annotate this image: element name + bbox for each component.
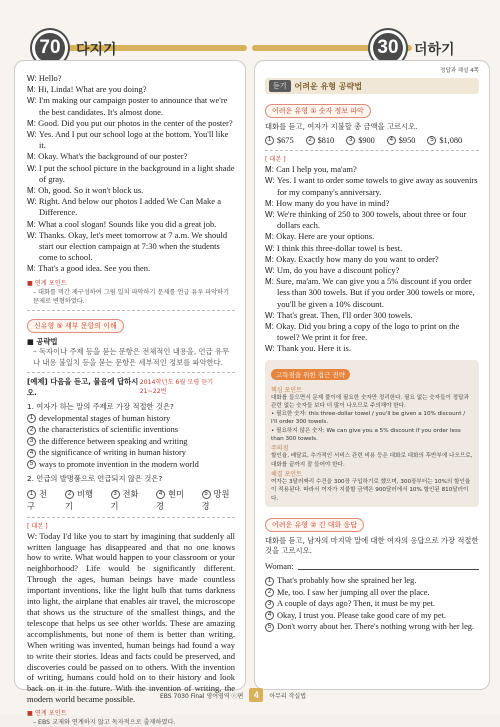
option-number: 2 [265, 588, 274, 597]
option[interactable] [27, 436, 235, 448]
dialog-line [27, 196, 235, 218]
option-number: 1 [27, 490, 36, 499]
left-number: 70 [39, 37, 61, 58]
right-number: 30 [377, 37, 399, 58]
option-number: 1 [27, 414, 36, 423]
option-number: 2 [65, 490, 74, 499]
option-number: 5 [202, 490, 211, 499]
utterance: Good. Did you put our photos in the center of the poster? [38, 117, 233, 128]
left-tip1 [27, 279, 235, 306]
option-text: 현미경 [156, 489, 185, 511]
dialog-line [265, 243, 479, 254]
q-intro: [예제] 다음을 듣고, 물음에 답하시오. [27, 377, 139, 397]
option-text: $900 [358, 135, 375, 145]
utterance: Hello? [38, 73, 62, 83]
left-dialog [27, 73, 235, 275]
divider [27, 372, 235, 373]
speaker: M: [27, 118, 39, 128]
dialog-line [265, 198, 479, 209]
option[interactable] [27, 459, 235, 471]
option-text: $950 [398, 135, 416, 145]
speaker: W: [265, 265, 277, 275]
utterance: Okay. Did you bring a copy of the logo to print on the towel? We print it for free. [276, 320, 460, 343]
option-number: 2 [306, 136, 315, 145]
option-text: the characteristics of scientific inventions [39, 425, 179, 435]
tip-head-1: 핵심 포인트 [271, 386, 302, 394]
key-body: – 독자이나 주제 등을 묻는 문항은 전체적인 내용을, 언급 유무나 내용 불일치 등을 묻는 문항은 세부적인 정보를 파악한다. [33, 347, 230, 367]
speaker: M: [265, 277, 277, 287]
tip1-body: – 대화를 먹간 제구성하여 그림 일치 파악하기 문제를 언급 유우 파악하기 문제로 변형하였다. [33, 288, 230, 305]
type-tag: 신유형 ⑤ 세부 문항의 이해 [27, 319, 124, 333]
speaker: W: [27, 74, 39, 83]
option-number: 5 [265, 623, 274, 632]
type2-tag: 어려운 유형 ② 긴 대화 응답 [265, 518, 364, 532]
option-text: 망원경 [201, 489, 230, 511]
q-source: 2014학년도 6월 모평 듣기 21~22번 [139, 379, 214, 396]
option[interactable] [265, 587, 479, 599]
utterance: I put the school picture in the background in a light shade of gray. [38, 162, 235, 184]
dialog-line [27, 151, 235, 162]
speaker: W: [27, 130, 39, 140]
tip2-body: – EBS 교재와 연계하지 않고 독자적으로 출제하였다. [33, 719, 176, 727]
right-dialog [265, 164, 479, 354]
speaker: M: [265, 165, 277, 175]
speaker: W: [265, 243, 277, 253]
r-question-1: 대화를 듣고, 여자가 지불할 총 금액을 고르시오. [265, 122, 418, 131]
option[interactable] [27, 447, 235, 459]
option[interactable] [27, 413, 235, 425]
dialog-line [265, 343, 479, 354]
dialog-line [265, 276, 479, 310]
q2-options [27, 488, 235, 512]
utterance: Oh, good. So it won't block us. [38, 185, 144, 196]
utterance: Can I help you, ma'am? [276, 164, 357, 175]
speaker: W: [27, 163, 39, 173]
dialog-line [27, 73, 235, 84]
right-title: 더하기 [414, 42, 455, 58]
answer-note: 정답과 해설 4쪽 [440, 68, 479, 74]
utterance: Sure, ma'am. We can give you a 5% discount if you order less than 300 towels. But if you order 300 towels or more, you'll be given a 10% discount. [276, 276, 475, 309]
listen-badge: 듣기 [269, 80, 291, 92]
option-number: 4 [27, 449, 36, 458]
option-number: 3 [346, 136, 355, 145]
option-number: 3 [27, 437, 36, 446]
speaker: W: [27, 197, 39, 207]
dialog-line [27, 185, 235, 196]
option[interactable] [265, 598, 479, 610]
tip1-head: ■ 연계 포인트 [27, 279, 67, 287]
tip2-head: ■ 연계 포인트 [27, 710, 67, 718]
option[interactable] [156, 488, 189, 512]
dialog-line [27, 219, 235, 230]
tip-bullet-1: • 필요한 숫자: this three-dollar towel / you'll be given a 10% discount / I'll order 300 towels. [271, 411, 466, 426]
option-text: Me, too. I saw her jumping all over the place. [277, 587, 430, 597]
option[interactable] [427, 136, 462, 146]
footer [160, 688, 370, 702]
option[interactable] [306, 136, 335, 146]
utterance: That's great. Then, I'll order 300 towels. [276, 309, 413, 320]
option-number: 3 [265, 600, 274, 609]
option-text: 전구 [27, 489, 48, 511]
left-tip2 [27, 709, 235, 727]
divider [27, 310, 235, 311]
utterance: What a cool slogan! Sounds like you did a great job. [38, 218, 217, 229]
page-number: 4 [249, 688, 263, 702]
r-q2-options [265, 575, 479, 633]
tip-body-1: 대화를 들으면서 문제 풀이에 필요한 숫자만 정리한다. 필요 없는 숫자들이 정답과 관련 없는 숫자들 보다 더 많이 나오므로 주의해야 한다. [271, 394, 469, 409]
footer-text: EBS 7030 Final 영어영역 ⓔ편 [160, 692, 244, 700]
dialog-line [27, 263, 235, 274]
option-number: 2 [27, 426, 36, 435]
option-text: That's probably how she sprained her leg. [277, 576, 417, 586]
speaker: W: [265, 176, 277, 186]
option[interactable] [111, 488, 144, 512]
speaker: W: [27, 96, 39, 106]
speaker: M: [27, 186, 39, 196]
key-head: ■ 공략법 [27, 336, 58, 346]
utterance: Okay. Here are your options. [276, 231, 375, 242]
dialog-line [27, 84, 235, 95]
dialog-line [27, 163, 235, 185]
option[interactable] [387, 136, 416, 146]
option-text: ways to promote invention in the modern world [39, 459, 199, 469]
key-strategy [27, 337, 235, 369]
utterance: Hi, Linda! What are you doing? [38, 84, 147, 95]
utterance: How many do you have in mind? [276, 197, 390, 208]
option-number: 1 [265, 577, 274, 586]
woman-prompt: Woman: [265, 560, 294, 571]
option-number: 3 [111, 490, 120, 499]
question-2: 2. 언급의 발명품으로 언급되지 않은 것은? [27, 474, 163, 484]
option-number: 1 [265, 136, 274, 145]
utterance: Um, do you have a discount policy? [276, 264, 400, 275]
option[interactable] [265, 136, 294, 146]
type1-tag: 어려운 유형 ① 숫자 정보 파악 [265, 104, 371, 118]
option[interactable] [27, 424, 235, 436]
option-text: Don't worry about her. There's nothing wrong with her leg. [277, 622, 475, 632]
utterance: Yes. And I put our school logo at the bottom. You'll like it. [38, 129, 229, 151]
dialog-line [265, 310, 479, 321]
option-text: A couple of days ago? Then, it must be my pet. [277, 599, 436, 609]
utterance: I think this three-dollar towel is best. [276, 242, 403, 253]
option-number: 4 [265, 611, 274, 620]
dialog-line [265, 321, 479, 343]
answer-blank [298, 569, 479, 570]
speaker: M: [27, 85, 39, 95]
tip-body-3: 여자는 3달러짜리 수건을 300장 구입하기로 했으며, 300장부터는 10%의 할인율이 적용된다. 따라서 여자가 지불할 금액은 900달러에서 10% 할인된 810달러이다. [271, 478, 471, 502]
speaker: W: [27, 230, 39, 240]
utterance: Right. And below our photos I added We Can Make a Difference. [38, 196, 221, 218]
speaker: M: [265, 232, 277, 242]
dialog-line [27, 129, 235, 151]
tip-head-2: 주의점 [271, 445, 289, 453]
dialog-line [265, 175, 479, 197]
woman-line [265, 561, 479, 572]
option-text: developmental stages of human history [39, 413, 171, 423]
speaker: W: [265, 310, 277, 320]
dialog-line [265, 209, 479, 231]
script-label: [ 대본 ] [27, 522, 48, 530]
question-1: 1. 여자가 하는 말의 주제로 가장 적절한 것은? [27, 402, 174, 412]
option[interactable] [346, 136, 375, 146]
utterance: We're thinking of 250 to 300 towels, about three or four dollars each. [276, 208, 467, 231]
option[interactable] [265, 610, 479, 622]
speaker: W: [265, 344, 277, 354]
utterance: I'm making our campaign poster to announce that we're the best candidates. It's almost done. [38, 95, 228, 117]
script-text: W: Today I'd like you to start by imagining that suddenly all written language has disappeared and that no one knows how to write. What would happen to your classroom or your neighborhood? Life would be significantly different. Through the ages, human beings have made countless important inventions, like the light bulb that turns darkness into light, the airplane that enables air travel, the microscope that shows us the structure of the smallest things, and the telescope that helps us see other worlds. These are amazing accomplishments, but none of them is better than writing. When writing was invented, human beings had found a way to write their stories. Ideas and facts could be preserved, and discoveries could be passed on to others. With the invention of writing, humans could hold on to their history and look back on it in the future. With the invention of writing, the modern world became possible. [27, 530, 235, 705]
option-number: 5 [27, 460, 36, 469]
footer-suffix: 아무리 작실법 [269, 692, 307, 700]
speaker: M: [265, 254, 277, 264]
left-title: 다지기 [76, 42, 117, 58]
speaker: M: [27, 264, 39, 274]
divider [265, 150, 479, 151]
option-number: 5 [427, 136, 436, 145]
utterance: Thank you. Here it is. [276, 343, 351, 354]
option-text: 비행기 [65, 489, 94, 511]
listen-header [265, 78, 479, 94]
tip-bullet-2: • 필요하지 않은 숫자: We can give you a 5% discount if you order less than 300 towels. [271, 427, 461, 443]
question-intro [27, 377, 235, 398]
option[interactable] [265, 575, 479, 587]
dialog-line [265, 231, 479, 242]
option-text: the difference between speaking and writing [39, 436, 188, 446]
strategy-tag: 고득점을 위한 접근 전략 [271, 369, 350, 380]
speaker: M: [27, 152, 39, 162]
dialog-line [27, 118, 235, 129]
dialog-line [27, 95, 235, 117]
utterance: Okay. Exactly how many do you want to order? [276, 253, 439, 264]
option[interactable] [202, 488, 235, 512]
option-text: the significance of writing in human history [39, 448, 186, 458]
option-text: $1,080 [439, 135, 463, 145]
divider [27, 517, 235, 518]
dialog-line [265, 164, 479, 175]
utterance: Okay. What's the background of our poster? [38, 151, 188, 162]
dialog-line [265, 265, 479, 276]
tip-body-2: 할인율, 배달료, 추가적인 서비스 관련 비용 등은 대화로 대화의 후반부에 나오므로, 대화를 끝까지 잘 들어야 한다. [271, 453, 473, 468]
option[interactable] [27, 488, 53, 512]
r-q1-options [265, 136, 479, 146]
option-text: 전화기 [110, 489, 139, 511]
option-number: 4 [156, 490, 165, 499]
r-question-2: 대화를 듣고, 남자의 마지막 말에 대한 여자의 응답으로 가장 적절한 것을 고르시오. [265, 535, 479, 556]
speaker: M: [265, 198, 277, 208]
speaker: M: [27, 219, 39, 229]
dialog-line [27, 230, 235, 264]
utterance: That's a good idea. See you then. [38, 263, 151, 274]
option[interactable] [265, 621, 479, 633]
listen-title: 어려운 유형 공략법 [294, 81, 362, 91]
option[interactable] [65, 488, 98, 512]
speaker: W: [265, 209, 277, 219]
right-column [254, 60, 490, 690]
dialog-line [265, 254, 479, 265]
utterance: Thanks. Okay, let's meet tomorrow at 7 a.m. We should start our election campaign at 7:30 when the students come to school. [38, 229, 228, 263]
utterance: Yes. I want to order some towels to give away as souvenirs for my company's anniversary. [276, 175, 478, 197]
strategy-box [265, 360, 479, 507]
option-number: 4 [387, 136, 396, 145]
tip-head-3: 해결 포인트 [271, 470, 302, 478]
option-text: $675 [277, 135, 294, 145]
option-text: Okay, I trust you. Please take good care of my pet. [277, 610, 446, 620]
r-script-label: [ 대본 ] [265, 156, 286, 164]
q1-options [27, 413, 235, 471]
option-text: $810 [317, 135, 335, 145]
speaker: M: [265, 321, 277, 331]
